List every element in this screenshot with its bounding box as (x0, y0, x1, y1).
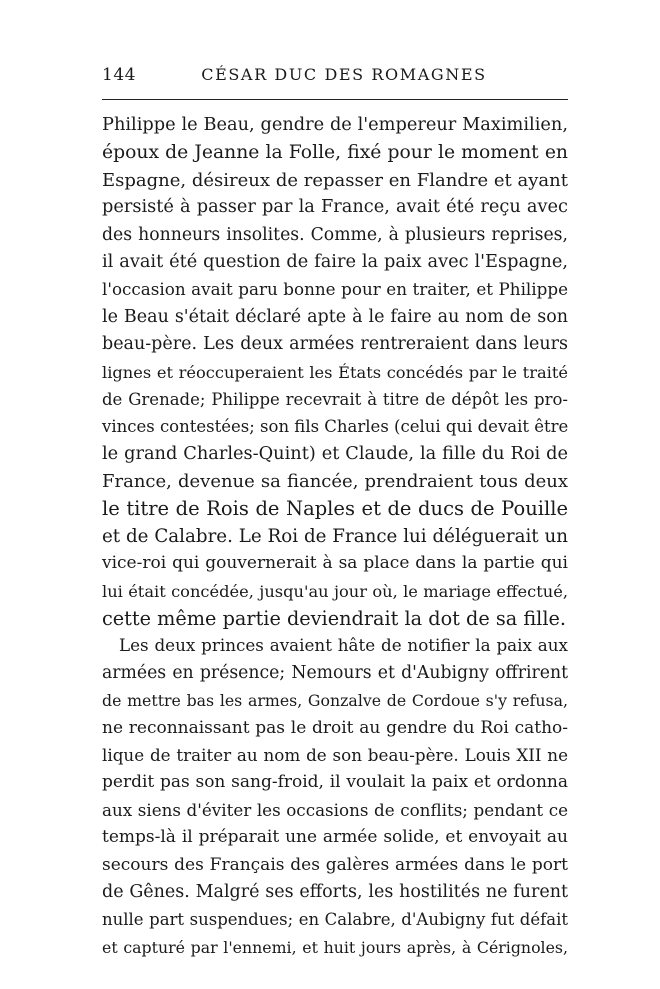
text-line: le Beau s'était déclaré apte à le faire au nom de son (102, 306, 568, 327)
text-line: époux de Jeanne la Folle, fixé pour le moment en (102, 142, 568, 164)
page-header (102, 62, 568, 90)
text-line: cette même partie deviendrait la dot de sa fille. (102, 607, 567, 631)
text-line: lui était concédée, jusqu'au jour où, le mariage effectué, (102, 581, 568, 601)
text-line: il avait été question de faire la paix avec l'Espagne, (102, 251, 568, 272)
text-line: Les deux princes avaient hâte de notifier la paix aux (119, 635, 568, 656)
text-line: perdit pas son sang-froid, il voulait la paix et ordonna (102, 772, 568, 793)
running-title: CÉSAR DUC DES ROMAGNES (201, 65, 487, 84)
text-line: France, devenue sa fiancée, prendraient tous deux (102, 471, 568, 493)
text-line: le titre de Rois de Naples et de ducs de Pouille (102, 497, 568, 521)
text-line: des honneurs insolites. Comme, à plusieurs reprises, (102, 224, 568, 245)
text-line: nulle part suspendues; en Calabre, d'Aubigny fut défait (102, 910, 568, 930)
text-line: persisté à passer par la France, avait été reçu avec (102, 197, 568, 218)
text-line: l'occasion avait paru bonne pour en traiter, et Philippe (102, 279, 568, 300)
body-text (102, 112, 568, 961)
page-number: 144 (102, 65, 136, 85)
text-line: et de Calabre. Le Roi de France lui déléguerait un (102, 525, 568, 547)
text-line: ne reconnaissant pas le droit au gendre du Roi catho- (102, 717, 568, 738)
text-line: de mettre bas les armes, Gonzalve de Cordoue s'y refusa, (102, 691, 568, 711)
text-line: beau-père. Les deux armées rentreraient dans leurs (102, 334, 568, 355)
text-line: et capturé par l'ennemi, et huit jours après, à Cérignoles, (102, 937, 568, 957)
paragraph (102, 632, 568, 961)
text-line: vinces contestées; son fils Charles (celui qui devait être (102, 417, 569, 437)
text-line: secours des Français des galères armées dans le port (102, 854, 568, 875)
text-line: temps-là il préparait une armée solide, et envoyait au (102, 827, 568, 848)
header-rule (102, 99, 568, 100)
text-line: lique de traiter au nom de son beau-père. Louis XII ne (102, 744, 568, 765)
text-line: de Gênes. Malgré ses efforts, les hostilités ne furent (102, 881, 568, 902)
paragraph (102, 112, 568, 632)
text-line: de Grenade; Philippe recevrait à titre de dépôt les pro- (102, 389, 568, 409)
text-line: Espagne, désireux de repasser en Flandre et ayant (102, 169, 568, 191)
text-line: lignes et réoccuperaient les États concédés par le traité (102, 362, 568, 382)
text-line: aux siens d'éviter les occasions de conflits; pendant ce (102, 799, 568, 820)
text-line: Philippe le Beau, gendre de l'empereur Maximilien, (102, 115, 568, 135)
text-line: le grand Charles-Quint) et Claude, la fille du Roi de (102, 443, 568, 464)
text-line: vice-roi qui gouvernerait à sa place dans la partie qui (102, 553, 568, 574)
text-line: armées en présence; Nemours et d'Aubigny offrirent (102, 662, 568, 683)
